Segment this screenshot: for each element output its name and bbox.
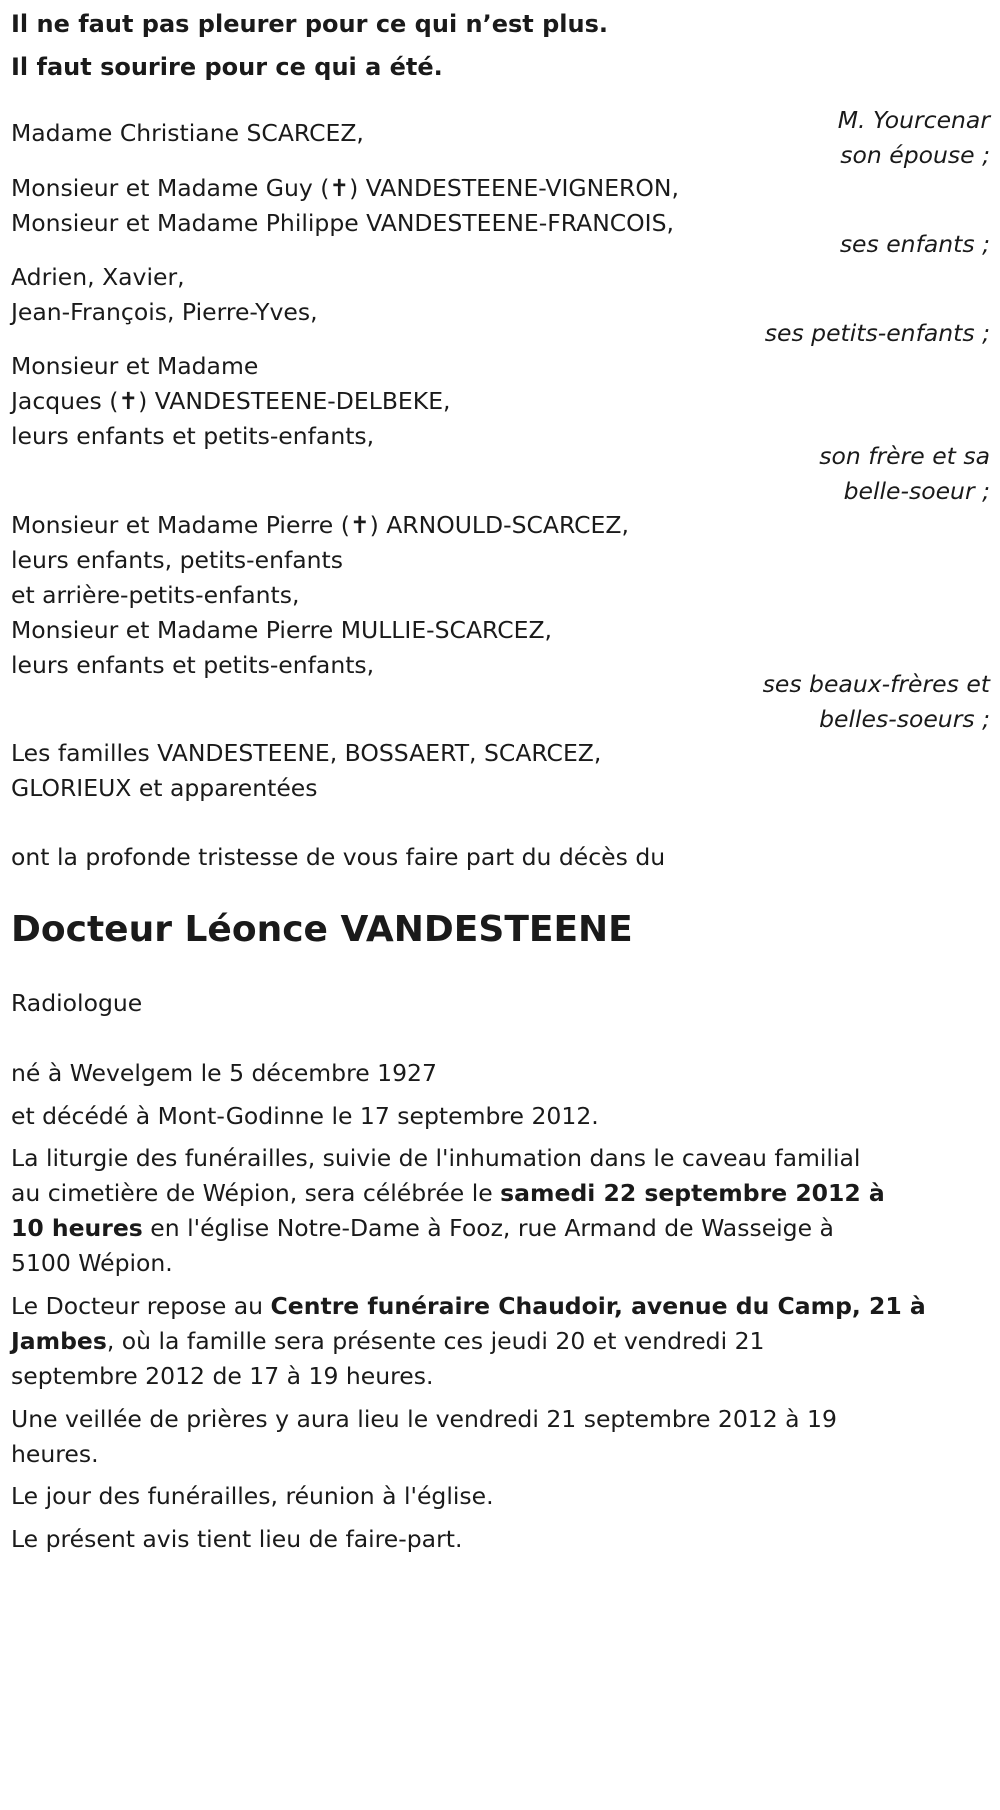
vigil-line: heures. — [11, 1440, 99, 1468]
family-line: Madame Christiane SCARCEZ, — [11, 119, 364, 147]
family-line: leurs enfants, petits-enfants — [11, 546, 344, 574]
family-line: Monsieur et Madame Pierre MULLIE-SCARCEZ, — [11, 616, 553, 644]
rest-line: septembre 2012 de 17 à 19 heures. — [11, 1362, 434, 1390]
family-line: Monsieur et Madame Guy (✝) VANDESTEENE-VIGNERON, — [11, 174, 679, 202]
rest-line: Jambes, où la famille sera présente ces jeudi 20 et vendredi 21 — [11, 1327, 765, 1355]
liturgy-time: 10 heures — [11, 1214, 143, 1242]
family-line: Monsieur et Madame Pierre (✝) ARNOULD-SCARCEZ, — [11, 511, 629, 539]
liturgy-line: au cimetière de Wépion, sera célébrée le samedi 22 septembre 2012 à — [11, 1179, 885, 1207]
relation-label: son frère et sa — [819, 442, 990, 470]
quote-line-1: Il ne faut pas pleurer pour ce qui n’est plus. — [11, 10, 609, 38]
funeral-center: Centre funéraire Chaudoir, avenue du Camp, 21 à — [270, 1292, 926, 1320]
quote-author: M. Yourcenar — [837, 106, 990, 134]
family-line: GLORIEUX et apparentées — [11, 774, 318, 802]
family-line: Jacques (✝) VANDESTEENE-DELBEKE, — [11, 387, 451, 415]
funeral-center-city: Jambes — [11, 1327, 107, 1355]
birth-info: né à Wevelgem le 5 décembre 1927 — [11, 1059, 437, 1087]
deceased-name: Docteur Léonce VANDESTEENE — [11, 909, 633, 950]
liturgy-line: La liturgie des funérailles, suivie de l'inhumation dans le caveau familial — [11, 1144, 861, 1172]
family-line: Monsieur et Madame Philippe VANDESTEENE-FRANCOIS, — [11, 209, 674, 237]
quote-line-2: Il faut sourire pour ce qui a été. — [11, 53, 443, 81]
death-info: et décédé à Mont-Godinne le 17 septembre 2012. — [11, 1102, 599, 1130]
liturgy-line: 10 heures en l'église Notre-Dame à Fooz, rue Armand de Wasseige à — [11, 1214, 834, 1242]
profession: Radiologue — [11, 989, 143, 1017]
relation-label: ses petits-enfants ; — [764, 319, 990, 347]
relation-label: ses beaux-frères et — [762, 670, 990, 698]
relation-label: ses enfants ; — [839, 230, 990, 258]
family-line: Jean-François, Pierre-Yves, — [11, 298, 318, 326]
family-line: leurs enfants et petits-enfants, — [11, 422, 375, 450]
liturgy-date: samedi 22 septembre 2012 à — [500, 1179, 885, 1207]
rest-line: Le Docteur repose au Centre funéraire Chaudoir, avenue du Camp, 21 à — [11, 1292, 926, 1320]
family-line: Adrien, Xavier, — [11, 263, 185, 291]
relation-label: belles-soeurs ; — [819, 705, 990, 733]
family-line: Monsieur et Madame — [11, 352, 259, 380]
relation-label: son épouse ; — [840, 141, 990, 169]
family-line: et arrière-petits-enfants, — [11, 581, 300, 609]
vigil-line: Une veillée de prières y aura lieu le vendredi 21 septembre 2012 à 19 — [11, 1405, 837, 1433]
relation-label: belle-soeur ; — [843, 477, 990, 505]
notice-info: Le présent avis tient lieu de faire-part. — [11, 1525, 463, 1553]
meeting-info: Le jour des funérailles, réunion à l'église. — [11, 1482, 494, 1510]
announcement-text: ont la profonde tristesse de vous faire part du décès du — [11, 843, 666, 871]
family-line: leurs enfants et petits-enfants, — [11, 651, 375, 679]
liturgy-line: 5100 Wépion. — [11, 1249, 173, 1277]
family-line: Les familles VANDESTEENE, BOSSAERT, SCARCEZ, — [11, 739, 602, 767]
